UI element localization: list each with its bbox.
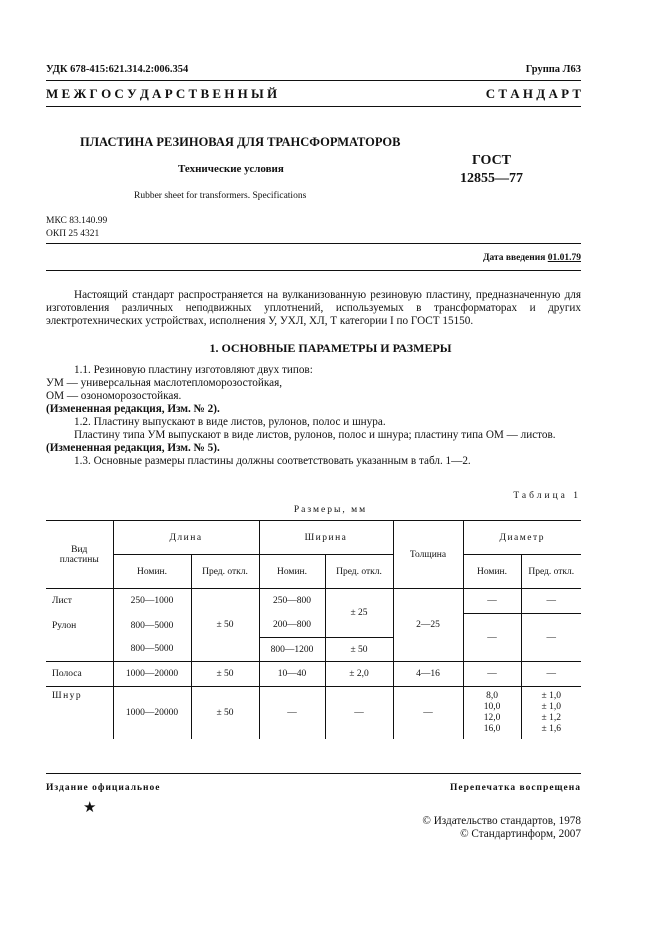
banner-standard: С Т А Н Д А Р Т — [485, 86, 581, 101]
dimensions-table — [46, 520, 581, 739]
standard-banner — [46, 86, 581, 102]
row-polosa-wid-tol: ± 2,0 — [325, 662, 393, 687]
mks-code: МКС 83.140.99 — [46, 216, 108, 226]
row-polosa-dia-tol: — — [521, 662, 581, 687]
clause-1-3: 1.3. Основные размеры пластины должны соответствовать указанным в табл. 1—2. — [74, 455, 471, 467]
header-length: Длина — [113, 521, 259, 555]
row-list-wid-tol: ± 25 — [325, 589, 393, 638]
shnur-dia-tol-value: ± 1,0 — [541, 690, 561, 701]
okp-code: ОКП 25 4321 — [46, 229, 100, 239]
row-rulon-dia-tol: — — [546, 632, 556, 643]
header-diameter: Диаметр — [463, 521, 581, 555]
clause-1-2: 1.2. Пластину выпускают в виде листов, рулонов, полос и шнура. — [74, 416, 386, 428]
classification-codes — [46, 215, 107, 241]
shnur-dia-nom-value: 12,0 — [483, 712, 501, 723]
row-list-wid-nom: 250—800 — [259, 589, 325, 614]
top-divider — [46, 80, 581, 81]
amendment-note-5: (Измененная редакция, Изм. № 5). — [46, 442, 220, 454]
header-thickness: Толщина — [393, 521, 463, 589]
shnur-dia-tol-value: ± 1,2 — [541, 712, 561, 723]
row-rulon2-wid-tol: ± 50 — [325, 638, 393, 662]
shnur-dia-tol-value: ± 1,0 — [541, 701, 561, 712]
row-shnur-wid-nom: — — [259, 687, 325, 739]
clause-1-1: 1.1. Резиновую пластину изготовляют двух типов: — [74, 364, 313, 376]
table-row-shnur — [46, 687, 581, 739]
row-polosa-dia-nom: — — [463, 662, 521, 687]
banner-interstate: М Е Ж Г О С У Д А Р С Т В Е Н Н Ы Й — [46, 86, 278, 101]
table-row-list — [46, 589, 581, 614]
date-divider — [46, 270, 581, 271]
gost-number: 12855—77 — [460, 171, 523, 186]
row-shnur-len-nom: 1000—20000 — [113, 687, 191, 739]
gost-number-block — [460, 152, 523, 188]
official-edition: Издание официальное — [46, 783, 161, 793]
effective-date-label: Дата введения — [482, 253, 546, 263]
type-um: УМ — универсальная маслотепломорозостойкая, — [46, 377, 283, 389]
document-title: ПЛАСТИНА РЕЗИНОВАЯ ДЛЯ ТРАНСФОРМАТОРОВ — [80, 135, 401, 149]
row-polosa-len-nom: 1000—20000 — [113, 662, 191, 687]
shnur-dia-nom-value: 8,0 — [486, 690, 498, 701]
document-subtitle: Технические условия — [178, 163, 284, 175]
row-shnur-dia-nom — [463, 687, 521, 739]
row-rulon2-blank — [46, 638, 113, 662]
reprint-prohibited: Перепечатка воспрещена — [449, 783, 581, 793]
row-rulon-wid-nom: 200—800 — [259, 614, 325, 638]
gost-label: ГОСТ — [471, 153, 512, 168]
copyright-1978: © Издательство стандартов, 1978 — [422, 815, 581, 827]
row-shnur-wid-tol: — — [325, 687, 393, 739]
shnur-dia-nom-value: 10,0 — [483, 701, 501, 712]
row-list-dia-nom: — — [463, 589, 521, 614]
table-label: Таблица 1 — [513, 491, 581, 501]
header-length-tol: Пред. откл. — [191, 555, 259, 589]
table-units-caption: Размеры, мм — [293, 505, 368, 515]
row-rulon2-wid-nom: 800—1200 — [259, 638, 325, 662]
section-heading: 1. ОСНОВНЫЕ ПАРАМЕТРЫ И РАЗМЕРЫ — [209, 341, 452, 355]
table-subheader-row — [46, 555, 581, 589]
header-diameter-nom: Номин. — [463, 555, 521, 589]
section-body — [46, 364, 581, 468]
amendment-note-2: (Измененная редакция, Изм. № 2). — [46, 403, 220, 415]
row-polosa-len-tol: ± 50 — [191, 662, 259, 687]
row-shnur-thick: — — [393, 687, 463, 739]
row-list-name: Лист — [46, 589, 113, 614]
udk-code: УДК 678-415:621.314.2:006.354 — [46, 64, 189, 75]
row-rulon-name: Рулон — [46, 614, 113, 638]
shnur-dia-nom-value: 16,0 — [483, 723, 501, 734]
group-code: Группа Л63 — [525, 64, 581, 75]
table-header-row — [46, 521, 581, 555]
header-divider — [46, 243, 581, 244]
row-list-dia-tol: — — [521, 589, 581, 614]
header-type: Вид пластины — [46, 521, 113, 589]
row-rulon-len-nom: 800—5000 — [113, 614, 191, 638]
row-list-thick: 2—25 — [393, 589, 463, 662]
shnur-dia-tol-value: ± 1,6 — [541, 723, 561, 734]
row-polosa-name: Полоса — [46, 662, 113, 687]
row-polosa-wid-nom: 10—40 — [259, 662, 325, 687]
header-width-tol: Пред. откл. — [325, 555, 393, 589]
intro-paragraph: Настоящий стандарт распространяется на вулканизованную резиновую пластину, предназначенную для изготовления различных неподвижных уплотнений, используемых в трансформаторах и других электротехнических устройствах, исполнения У, УХЛ, ХЛ, Т категории I по ГОСТ 15150. — [46, 289, 581, 327]
copyright-block — [422, 815, 581, 841]
row-list-len-nom: 250—1000 — [113, 589, 191, 614]
footer-divider — [46, 773, 581, 774]
effective-date-value: 01.01.79 — [547, 253, 581, 263]
table-row-polosa — [46, 662, 581, 687]
copyright-2007: © Стандартинформ, 2007 — [460, 828, 581, 840]
english-title: Rubber sheet for transformers. Specifications — [134, 191, 307, 201]
header-diameter-tol: Пред. откл. — [521, 555, 581, 589]
header-length-nom: Номин. — [113, 555, 191, 589]
effective-date — [483, 253, 581, 263]
clause-1-2-detail: Пластину типа УМ выпускают в виде листов, рулонов, полос и шнура; пластину типа ОМ — листов. — [74, 429, 556, 441]
row-rulon2-len-nom: 800—5000 — [113, 638, 191, 662]
header-width-nom: Номин. — [259, 555, 325, 589]
row-list-len-tol: ± 50 — [191, 589, 259, 662]
type-om: ОМ — озономорозостойкая. — [46, 390, 182, 402]
header-width: Ширина — [259, 521, 393, 555]
star-icon: ★ — [83, 800, 97, 816]
row-rulon-dia-nom: — — [463, 614, 521, 662]
row-shnur-len-tol: ± 50 — [191, 687, 259, 739]
banner-divider — [46, 106, 581, 107]
table-row-rulon — [46, 614, 581, 638]
row-shnur-name: Шнур — [46, 687, 113, 739]
row-shnur-dia-tol — [521, 687, 581, 739]
row-polosa-thick: 4—16 — [393, 662, 463, 687]
